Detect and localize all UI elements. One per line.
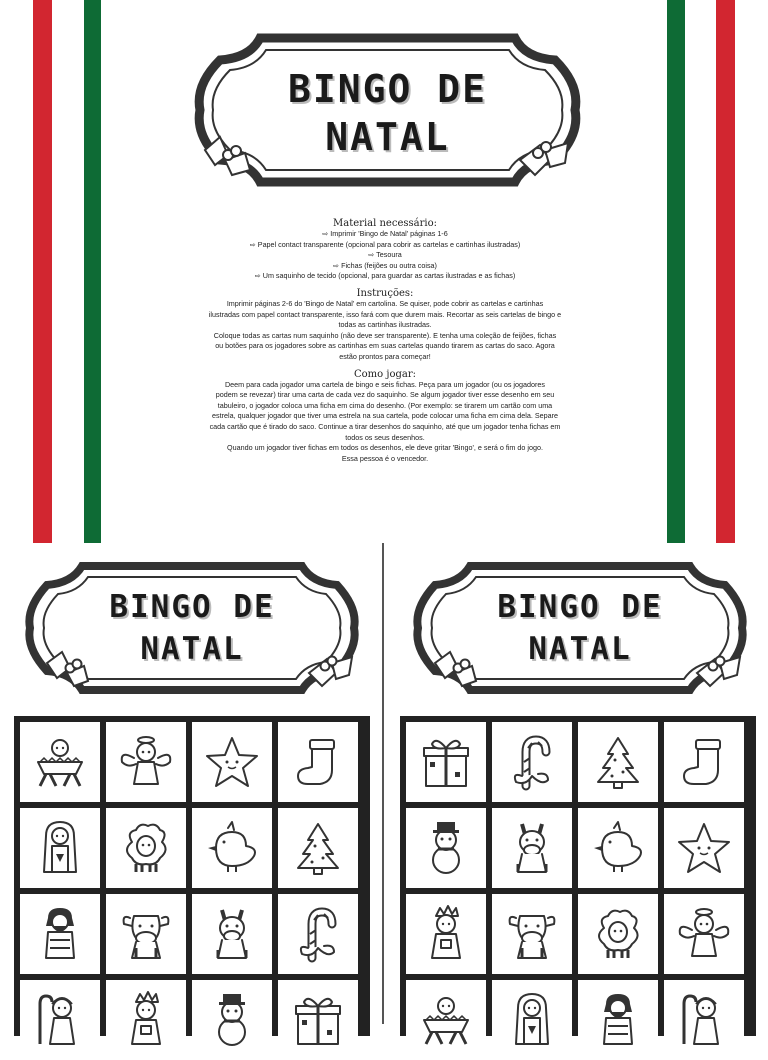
bingo-cell	[192, 808, 272, 888]
card-right-title-line1: BINGO DE	[497, 589, 663, 625]
bingo-cell	[664, 980, 744, 1060]
joseph-icon	[30, 904, 90, 964]
stocking-icon	[288, 732, 348, 792]
bingo-cell	[20, 980, 100, 1060]
bingo-cell	[578, 722, 658, 802]
snowman-icon	[202, 990, 262, 1050]
stocking-icon	[674, 732, 734, 792]
instructions-block	[150, 218, 620, 464]
bingo-cell	[278, 894, 358, 974]
red-stripe-right	[716, 0, 735, 543]
bingo-cell	[20, 722, 100, 802]
bingo-cell	[664, 808, 744, 888]
sheep-icon	[116, 818, 176, 878]
shepherd-icon	[30, 990, 90, 1050]
green-stripe-left	[84, 0, 101, 543]
bingo-card-right	[400, 716, 756, 1036]
christmas-tree-icon	[588, 732, 648, 792]
angel-icon	[116, 732, 176, 792]
how-to-play-line: estrela, qualquer jogador que tiver uma estrela na sua cartela, pode colocar uma ficha em cima dela. Separe	[212, 411, 558, 421]
donkey-icon	[202, 904, 262, 964]
star-icon	[202, 732, 262, 792]
gift-icon	[416, 732, 476, 792]
bingo-cell	[664, 722, 744, 802]
baby-jesus-manger-icon	[30, 732, 90, 792]
material-title: Material necessário:	[333, 218, 437, 229]
bird-icon	[202, 818, 262, 878]
donkey-icon	[502, 818, 562, 878]
instructions-line: Imprimir páginas 2-6 do 'Bingo de Natal' em cartolina. Se quiser, pode cobrir as cartelas e cartinhas	[226, 298, 544, 308]
wise-man-icon	[416, 904, 476, 964]
bingo-cell	[492, 894, 572, 974]
star-icon	[674, 818, 734, 878]
snowman-icon	[416, 818, 476, 878]
cow-icon	[116, 904, 176, 964]
instructions-title: Instruções:	[356, 287, 414, 299]
bingo-cell	[492, 980, 572, 1060]
material-item: ⇨ Tesoura	[368, 250, 402, 260]
gift-icon	[288, 990, 348, 1050]
bingo-cell	[578, 980, 658, 1060]
bingo-cell	[406, 980, 486, 1060]
instructions-line: todas as cartinhas ilustradas.	[338, 320, 432, 330]
banner-title-line2: NATAL	[325, 115, 450, 159]
christmas-tree-icon	[288, 818, 348, 878]
card-left-title-line2: NATAL	[140, 631, 244, 667]
bingo-cell	[106, 808, 186, 888]
bingo-cell	[406, 808, 486, 888]
card-right-banner	[410, 558, 750, 698]
sheep-icon	[588, 904, 648, 964]
bingo-cell	[406, 722, 486, 802]
material-item: ⇨ Um saquinho de tecido (opcional, para guardar as cartas ilustradas e as fichas)	[254, 271, 516, 281]
bingo-cell	[20, 808, 100, 888]
how-to-play-line: todos os seus desenhos.	[345, 432, 425, 442]
card-left-title-line1: BINGO DE	[109, 589, 275, 625]
bingo-cell	[192, 722, 272, 802]
bingo-cell	[278, 722, 358, 802]
bingo-cell	[192, 980, 272, 1060]
bingo-cell	[106, 894, 186, 974]
card-right-title-line2: NATAL	[528, 631, 632, 667]
green-stripe-right	[667, 0, 685, 543]
candy-cane-icon	[502, 732, 562, 792]
wise-man-icon	[116, 990, 176, 1050]
how-to-play-line: tabuleiro, o jogador coloca uma ficha em cima do desenho. (Por exemplo: se tirarem um cartão com uma	[217, 400, 553, 410]
how-to-play-line: podem se revezar) tirar uma carta de cada vez do saquinho. Se algum jogador tiver esse desenho em seu	[215, 390, 555, 400]
bingo-cell	[578, 894, 658, 974]
bingo-cell	[278, 980, 358, 1060]
baby-jesus-manger-icon	[416, 990, 476, 1050]
how-to-play-line: cada cartão que é tirado do saco. Continue a tirar desenhos do saquinho, até que um jogador tenha fichas em	[209, 421, 561, 431]
mary-icon	[502, 990, 562, 1050]
bingo-cell	[492, 722, 572, 802]
angel-icon	[674, 904, 734, 964]
joseph-icon	[588, 990, 648, 1050]
banner-title-line1: BINGO DE	[287, 67, 488, 111]
instructions-line: ilustradas com papel contact transparente, isso fará com que durem mais. Recortar as seis cartelas de bingo e	[208, 309, 562, 319]
material-item: ⇨ Papel contact transparente (opcional para cobrir as cartelas e cartinhas ilustradas)	[249, 239, 521, 249]
how-to-play-title: Como jogar:	[354, 368, 416, 380]
bingo-cell	[578, 808, 658, 888]
material-item: ⇨ Fichas (feijões ou outra coisa)	[333, 260, 437, 270]
how-to-play-line: Deem para cada jogador uma cartela de bingo e seis fichas. Peça para um jogador (ou os jogadores	[224, 379, 546, 389]
bingo-cell	[106, 980, 186, 1060]
how-to-play-line: Essa pessoa é o vencedor.	[341, 453, 429, 463]
bingo-cell	[664, 894, 744, 974]
candy-cane-icon	[288, 904, 348, 964]
bird-icon	[588, 818, 648, 878]
bingo-cell	[20, 894, 100, 974]
instructions-line: ou botões para os jogadores sobre as cartinhas em suas cartelas quando tirarem as cartas do saco. Agora	[215, 341, 555, 351]
cow-icon	[502, 904, 562, 964]
how-to-play-line: Quando um jogador tiver fichas em todos os desenhos, ele deve gritar 'Bingo', e será o fim do jogo.	[227, 443, 543, 453]
bingo-cell	[192, 894, 272, 974]
banner-frame-icon	[22, 558, 362, 698]
bingo-cell	[278, 808, 358, 888]
mary-icon	[30, 818, 90, 878]
bingo-cell	[406, 894, 486, 974]
bingo-cell	[106, 722, 186, 802]
shepherd-icon	[674, 990, 734, 1050]
instructions-line: estão prontos para começar!	[339, 351, 431, 361]
red-stripe-left	[33, 0, 52, 543]
page-divider	[382, 543, 384, 1024]
banner-frame-icon	[410, 558, 750, 698]
instructions-line: Coloque todas as cartas num saquinho (não deve ser transparente). E tenha uma coleção de feijões, fichas	[213, 330, 557, 340]
card-left-banner	[22, 558, 362, 698]
header-banner	[190, 30, 585, 190]
bingo-card-left	[14, 716, 370, 1036]
bingo-cell	[492, 808, 572, 888]
material-item: ⇨ Imprimir 'Bingo de Natal' páginas 1-6	[322, 229, 448, 238]
